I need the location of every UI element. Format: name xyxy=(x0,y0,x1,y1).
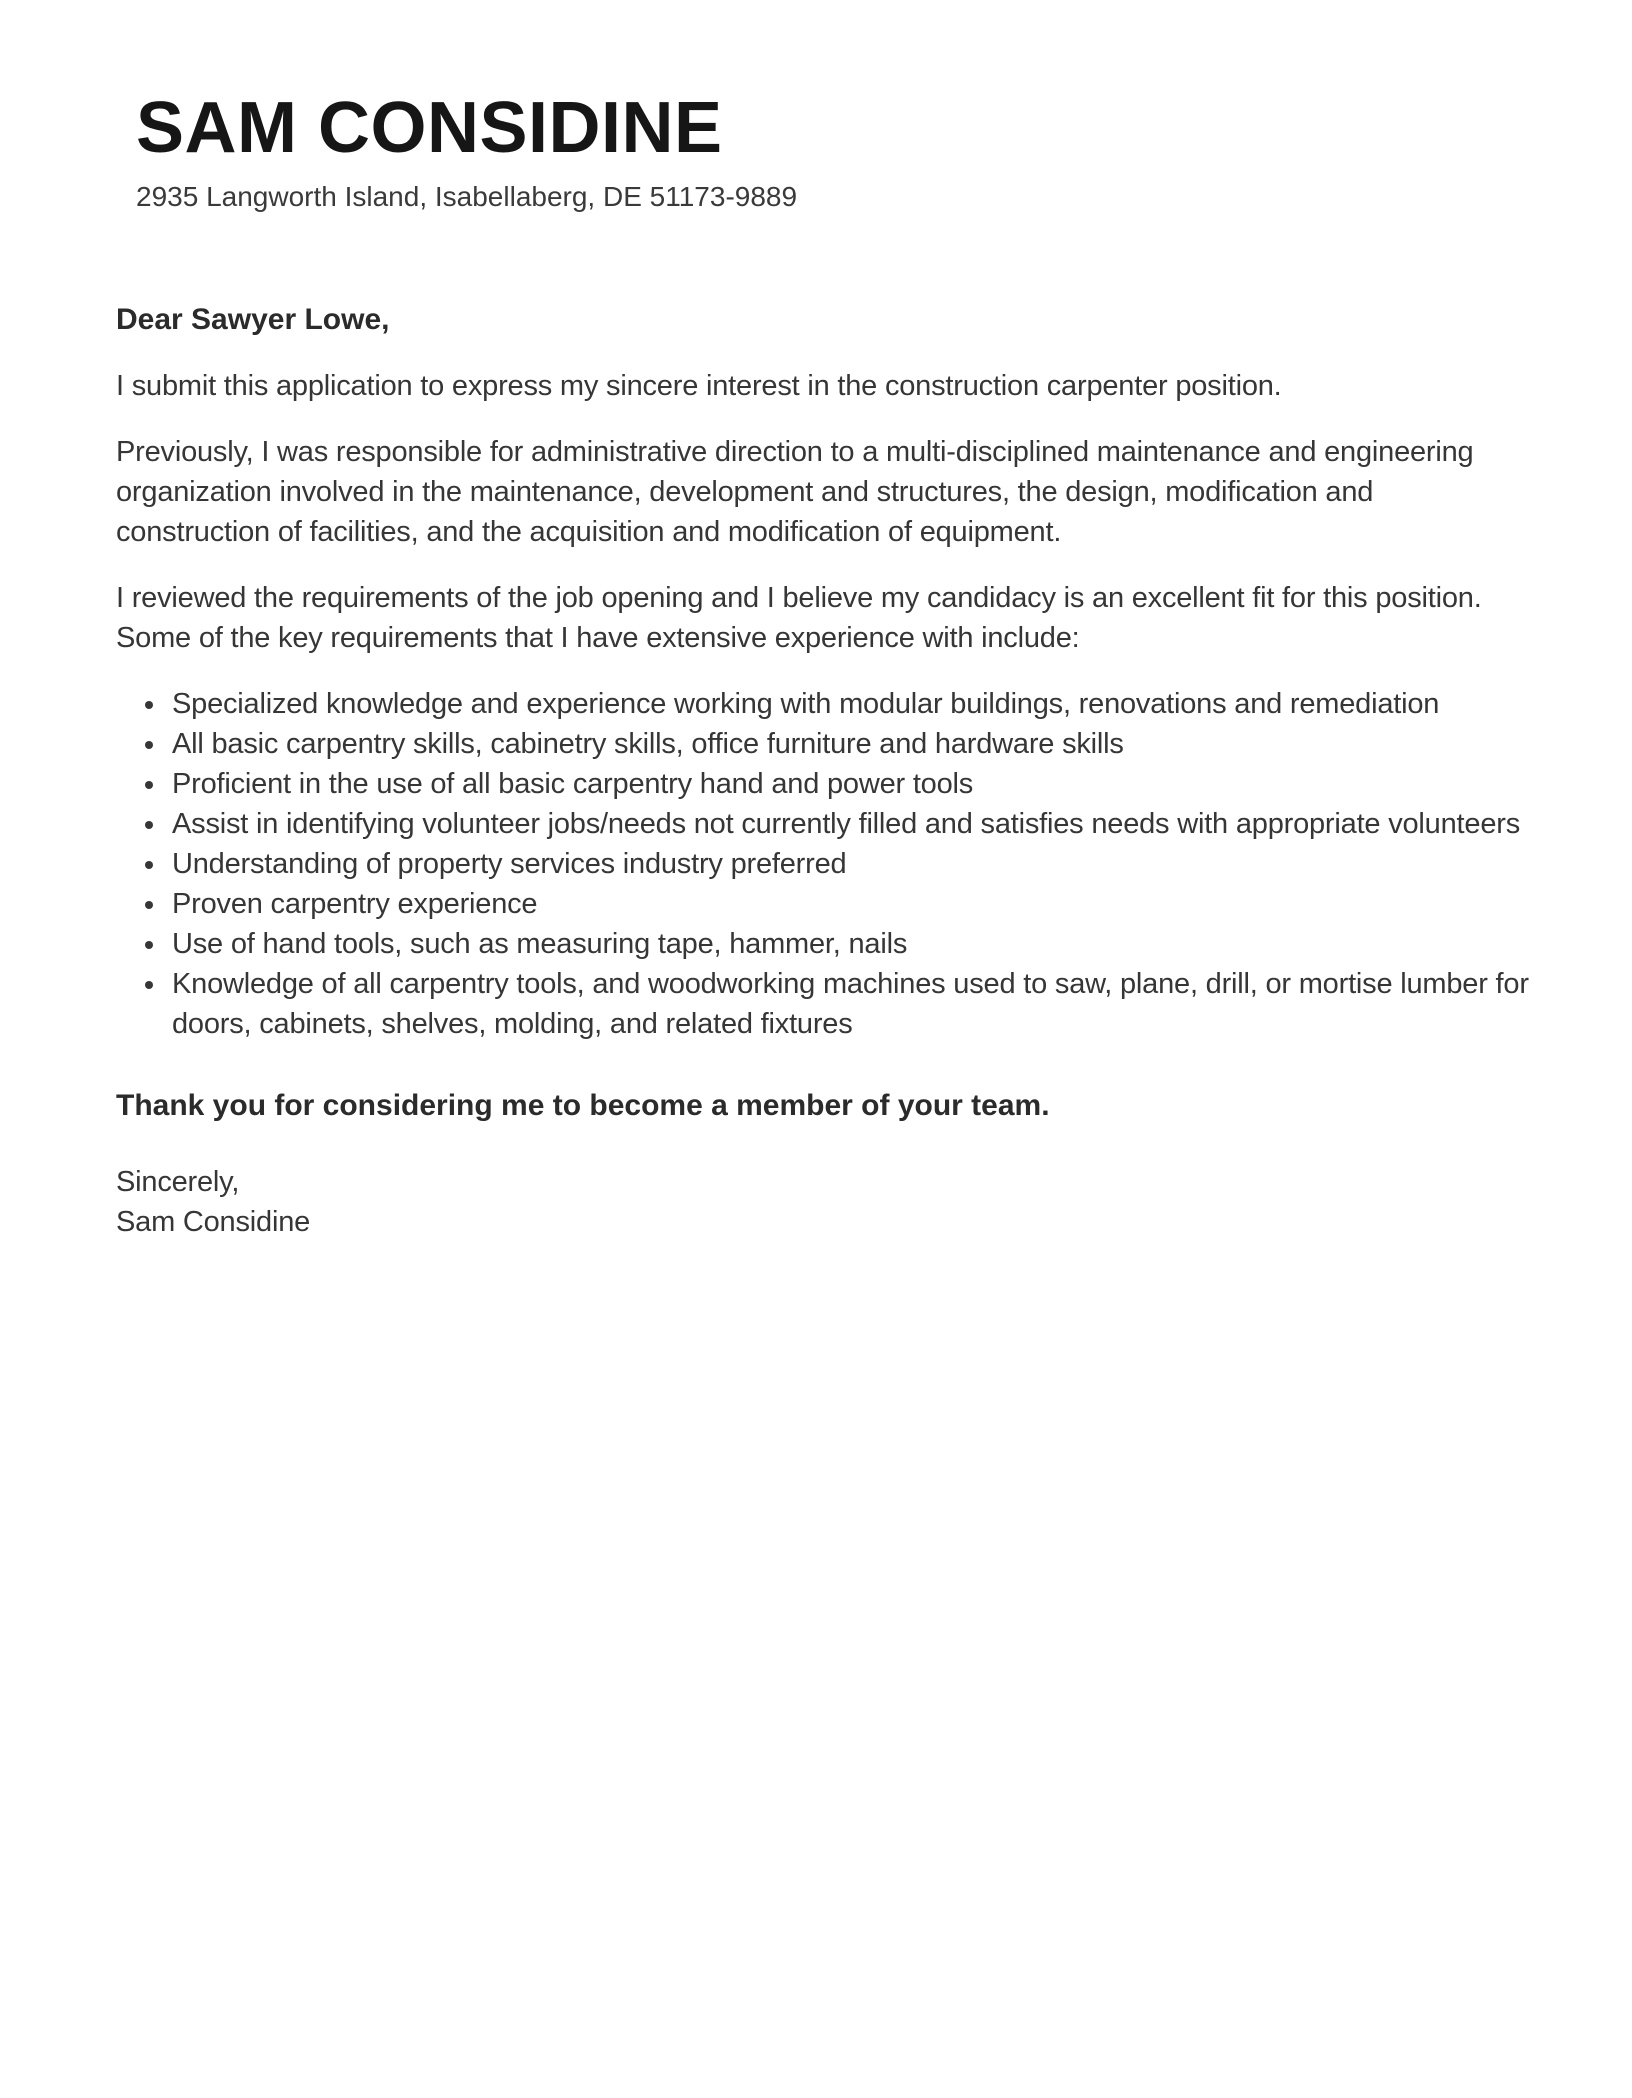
paragraph-intro: I submit this application to express my sincere interest in the construction carpenter position. xyxy=(116,370,1282,402)
signature-block xyxy=(116,1162,1532,1242)
paragraph-experience: Previously, I was responsible for administrative direction to a multi-disciplined maintenance and engineering organization involved in the maintenance, development and structures, the design, modification and construction of facilities, and the acquisition and modification of equipment. xyxy=(116,436,1474,548)
letter-header xyxy=(116,88,1532,216)
requirement-item: • Use of hand tools, such as measuring tape, hammer, nails xyxy=(168,924,1532,964)
requirement-item: • Knowledge of all carpentry tools, and woodworking machines used to saw, plane, drill, or mortise lumber for doors, cabinets, shelves, molding, and related fixtures xyxy=(168,964,1532,1044)
applicant-address: 2935 Langworth Island, Isabellaberg, DE 51173-9889 xyxy=(136,181,798,212)
requirement-item: • Understanding of property services industry preferred xyxy=(168,844,1532,884)
closing-statement: Thank you for considering me to become a member of your team. xyxy=(116,1089,1050,1122)
applicant-name: SAM CONSIDINE xyxy=(136,88,723,168)
signoff: Sincerely, xyxy=(116,1166,240,1198)
requirements-list xyxy=(116,684,1532,1044)
requirement-item: • All basic carpentry skills, cabinetry skills, office furniture and hardware skills xyxy=(168,724,1532,764)
requirement-item: • Proficient in the use of all basic carpentry hand and power tools xyxy=(168,764,1532,804)
requirement-item: • Specialized knowledge and experience working with modular buildings, renovations and remediation xyxy=(168,684,1532,724)
signature: Sam Considine xyxy=(116,1206,311,1238)
requirement-item: • Assist in identifying volunteer jobs/needs not currently filled and satisfies needs with appropriate volunteers xyxy=(168,804,1532,844)
requirement-item: • Proven carpentry experience xyxy=(168,884,1532,924)
greeting: Dear Sawyer Lowe, xyxy=(116,303,390,336)
paragraph-requirements-lead: I reviewed the requirements of the job opening and I believe my candidacy is an excellent fit for this position. Some of the key requirements that I have extensive experience with include: xyxy=(116,582,1482,654)
